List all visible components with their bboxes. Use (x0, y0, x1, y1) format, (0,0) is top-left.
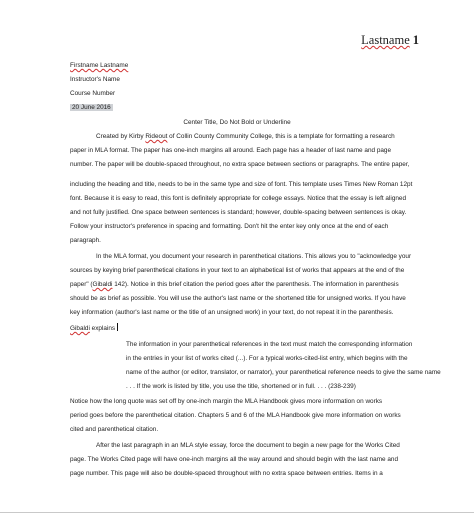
para4-line2: page. The Works Cited page will have one-inch margins all the way around and should begin with the last name and (70, 456, 399, 463)
para2-line4: should be as brief as possible. You will use the author's last name or the shortened title for unsigned works. If you have (70, 295, 406, 302)
para2-line1: In the MLA format, you document your research in parenthetical citations. This allows you to "acknowledge your (96, 253, 412, 260)
para1-line1: Created by Kirby Rideout of Collin County Community College, this is a template for formatting a research (96, 133, 395, 140)
para1-line7: Follow your instructor's preference in spacing and formatting. Don't hit the enter key only once at the end of each (70, 223, 389, 230)
para1-line5: font. Because it is easy to read, this font is definitely appropriate for college essays. Notice that the essay is left aligned (70, 195, 407, 202)
header-page-number: 1 (412, 33, 419, 47)
para2-line3: paper" (Gibaldi 142). Notice in this brief citation the period goes after the parenthesis. The information in parenthesis (70, 281, 399, 288)
para2-line2: sources by keying brief parenthetical citations in your text to an alphabetical list of works that appears at the end of the (70, 267, 405, 274)
para2-line6: Gibaldi explains (70, 323, 118, 333)
para4-line1: After the last paragraph in an MLA style essay, force the document to begin a new page for the Works Cited (96, 442, 400, 449)
student-name: Firstname Lastname (70, 62, 129, 69)
para3-line3: cited and parenthetical citation. (70, 426, 159, 433)
para1-line2: paper in MLA format. The paper has one-inch margins all around. Each page has a header of last name and page (70, 147, 392, 154)
quote-line4: . . . If the work is listed by title, you use the title, shortened or in full. . . . (238-239) (126, 383, 356, 390)
para1-line8: paragraph. (70, 237, 101, 244)
para1-line6: and not fully justified. One space between sentences is standard; however, double-spacing between sentences is okay. (70, 209, 407, 216)
para4-line3: page number. This page will also be double-spaced throughout with no extra space between entries. Items in a (70, 470, 383, 477)
header-last-name: Lastname (361, 33, 410, 47)
para2-line5: key information (author's last name or the title of an unsigned work) in your text, do not repeat it in the parenthesis. (70, 309, 394, 316)
course-number: Course Number (70, 90, 116, 97)
para1-line4: including the heading and title, needs to be in the same type and size of font. This template uses Times New Roman 12pt (70, 181, 413, 188)
paper-title: Center Title, Do Not Bold or Underline (183, 119, 291, 126)
quote-line1: The information in your parenthetical references in the text must match the corresponding information (126, 341, 413, 348)
instructor-name: Instructor's Name (70, 76, 120, 83)
quote-line2: in the entries in your list of works cited (...). For a typical works-cited-list entry, which begins with the (126, 355, 408, 362)
quote-line3: name of the author (or editor, translator, or narrator), your parenthetical reference needs to give the same name (126, 369, 441, 376)
text-cursor (117, 323, 118, 331)
para3-line2: period goes before the parenthetical citation. Chapters 5 and 6 of the MLA Handbook give more information on works (70, 412, 401, 419)
para1-line3: number. The paper will be double-spaced throughout, no extra space between sections or paragraphs. The entire paper, (70, 161, 410, 168)
para3-line1: Notice how the long quote was set off by one-inch margin the MLA Handbook gives more information on works (70, 398, 383, 405)
running-header (361, 33, 419, 48)
date: 20 June 2016 (72, 104, 111, 111)
